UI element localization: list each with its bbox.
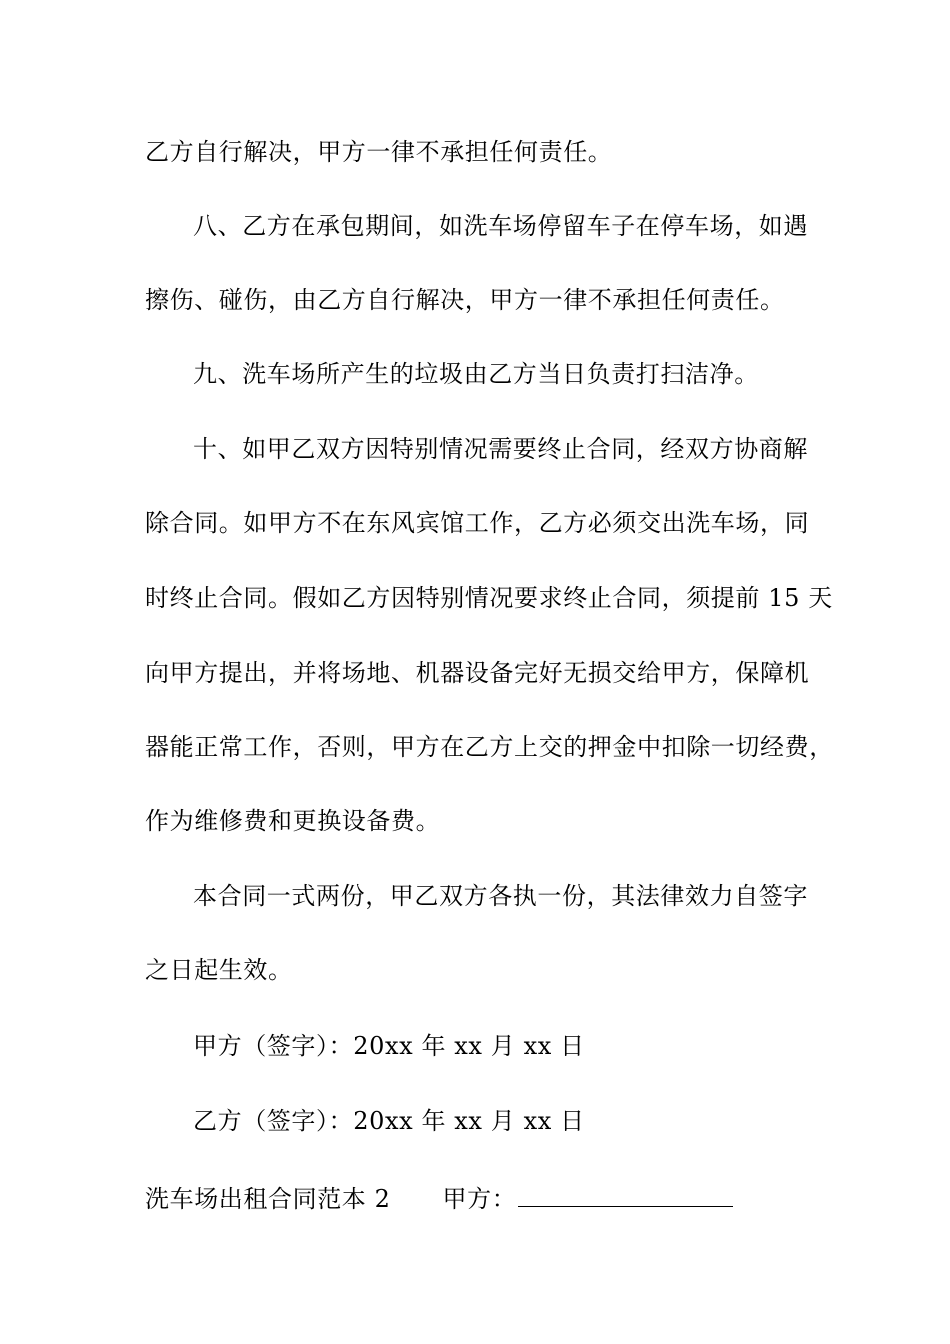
contract-title: 洗车场出租合同范本 2 [145,1185,391,1213]
text-line: 器能正常工作，否则，甲方在乙方上交的押金中扣除一切经费， [145,733,834,761]
party-a-label: 甲方： [442,1185,517,1213]
text-line: 除合同。如甲方不在东风宾馆工作，乙方必须交出洗车场，同 [145,509,810,537]
text-line: 本合同一式两份，甲乙双方各执一份，其法律效力自签字 [193,882,808,910]
text-line: 八、乙方在承包期间，如洗车场停留车子在停车场，如遇 [193,212,808,240]
text-line: 擦伤、碰伤，由乙方自行解决，甲方一律不承担任何责任。 [145,286,785,314]
footer-line [145,1180,733,1214]
text-line: 之日起生效。 [145,956,293,984]
text-line: 乙方自行解决，甲方一律不承担任何责任。 [145,138,613,166]
party-a-blank [518,1180,733,1207]
text-line: 时终止合同。假如乙方因特别情况要求终止合同，须提前 15 天 [145,584,833,612]
signature-party-a: 甲方（签字）：20xx 年 xx 月 xx 日 [193,1032,585,1060]
text-line: 九、洗车场所产生的垃圾由乙方当日负责打扫洁净。 [193,360,759,388]
text-line: 向甲方提出，并将场地、机器设备完好无损交给甲方，保障机 [145,659,810,687]
text-line: 作为维修费和更换设备费。 [145,807,441,835]
text-line: 十、如甲乙双方因特别情况需要终止合同，经双方协商解 [193,435,808,463]
signature-party-b: 乙方（签字）：20xx 年 xx 月 xx 日 [193,1107,585,1135]
